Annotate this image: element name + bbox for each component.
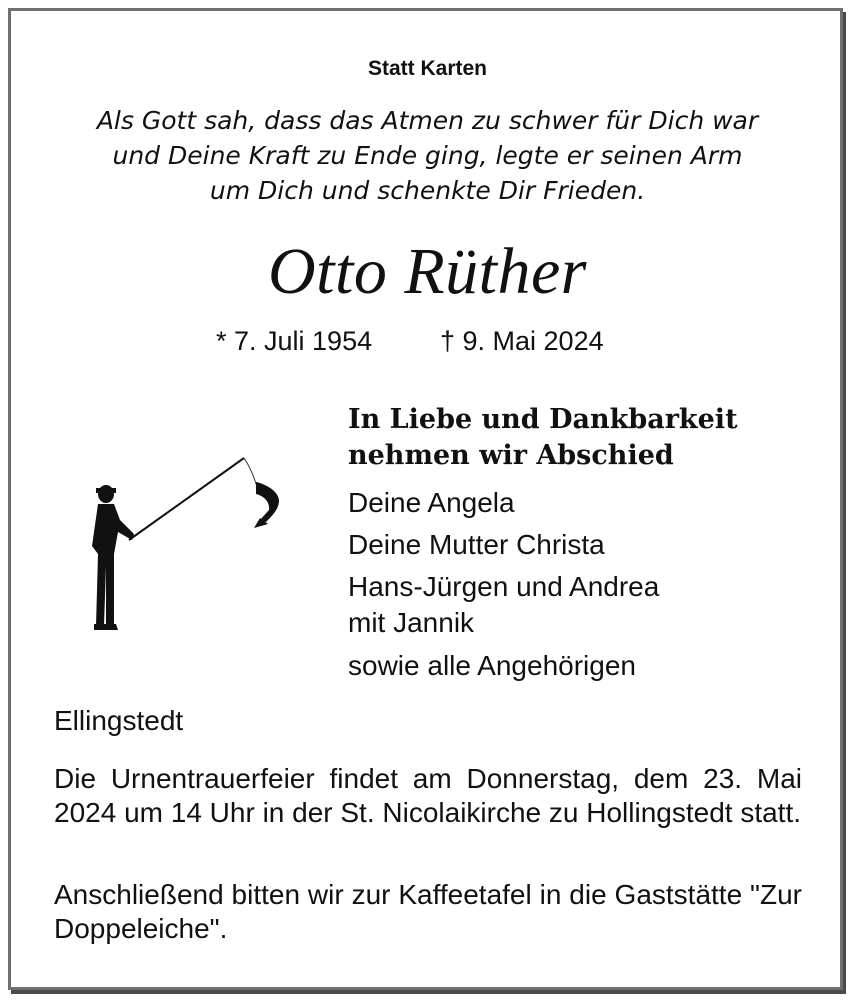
mourner-jannik: mit Jannik [348, 607, 475, 638]
farewell-line-1: In Liebe und Dankbarkeit [348, 404, 738, 435]
fisherman-silhouette-icon [84, 450, 294, 640]
death-date: † 9. Mai 2024 [440, 326, 604, 356]
farewell-line-2: nehmen wir Abschied [348, 440, 674, 471]
birth-date: * 7. Juli 1954 [216, 326, 373, 356]
mourner-christa: Deine Mutter Christa [348, 529, 605, 560]
verse [0, 103, 855, 208]
reception-info: Anschließend bitten wir zur Kaffeetafel in die Gaststätte "Zur Doppeleiche". [54, 879, 802, 944]
verse-line-2: und Deine Kraft zu Ende ging, legte er seinen Arm [112, 141, 743, 170]
mourner-angela: Deine Angela [348, 487, 515, 518]
place: Ellingstedt [54, 705, 184, 736]
deceased-name: Otto Rüther [268, 235, 587, 308]
mourner-relatives: sowie alle Angehörigen [348, 650, 636, 681]
verse-line-1: Als Gott sah, dass das Atmen zu schwer für Dich war [96, 106, 759, 135]
mourner-hans-juergen: Hans-Jürgen und Andrea [348, 571, 660, 602]
verse-line-3: um Dich und schenkte Dir Frieden. [209, 176, 646, 205]
header-text: Statt Karten [367, 57, 488, 80]
service-info: Die Urnentrauerfeier findet am Donnerstag, dem 23. Mai 2024 um 14 Uhr in der St. Nicolaikirche zu Hollingstedt statt. [54, 763, 802, 828]
